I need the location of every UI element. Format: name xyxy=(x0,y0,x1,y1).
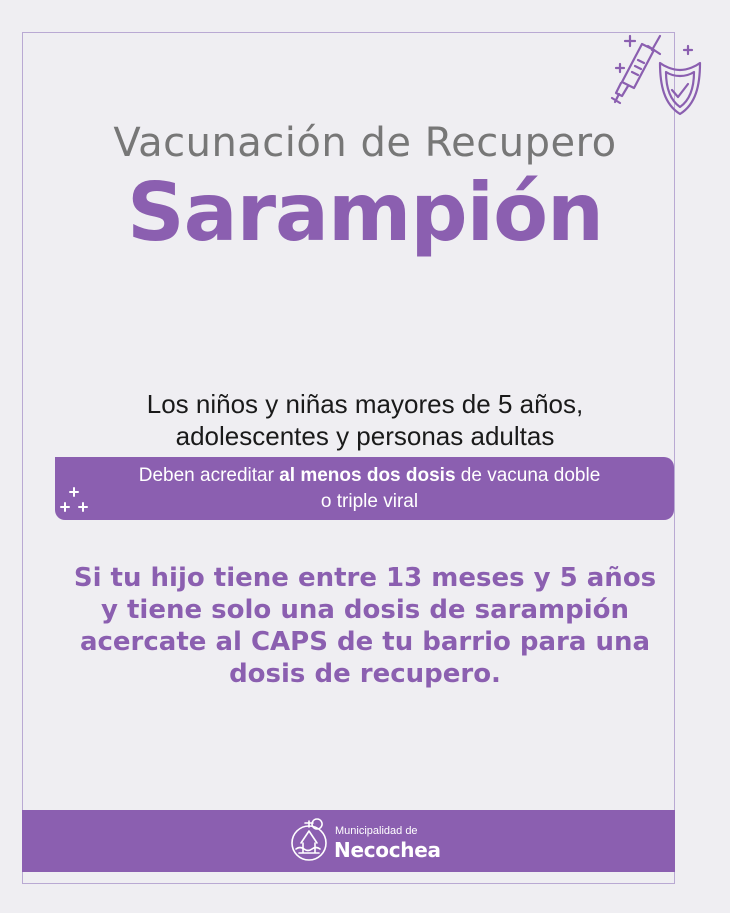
disease-title: Sarampión xyxy=(127,166,603,259)
callout-line-2: y tiene solo una dosis de sarampión xyxy=(100,595,629,625)
org-label-small: Municipalidad de xyxy=(335,825,418,837)
banner-text-before: Deben acreditar xyxy=(138,465,280,486)
audience-text xyxy=(0,388,730,452)
banner-text-bold: al menos dos dosis xyxy=(279,465,456,486)
callout-line-4: dosis de recupero. xyxy=(229,659,501,689)
sparkle-icon xyxy=(58,485,90,517)
campaign-subtitle: Vacunación de Recupero xyxy=(113,120,617,166)
callout-line-1: Si tu hijo tiene entre 13 meses y 5 años xyxy=(73,563,657,593)
banner-text-after: de vacuna doble xyxy=(455,465,601,486)
footer-bar xyxy=(22,810,675,872)
audience-line-1: Los niños y niñas mayores de 5 años, xyxy=(146,389,584,419)
callout-line-3: acercate al CAPS de tu barrio para una xyxy=(79,627,651,657)
banner-line-2: o triple viral xyxy=(320,491,419,512)
audience-line-2: adolescentes y personas adultas xyxy=(175,421,555,451)
org-label-name: Necochea xyxy=(334,838,441,862)
callout-text xyxy=(40,562,690,690)
banner-line-1 xyxy=(85,463,654,489)
syringe-shield-icon xyxy=(608,30,708,125)
municipal-logo-icon xyxy=(287,817,331,865)
requirement-banner xyxy=(55,457,674,520)
